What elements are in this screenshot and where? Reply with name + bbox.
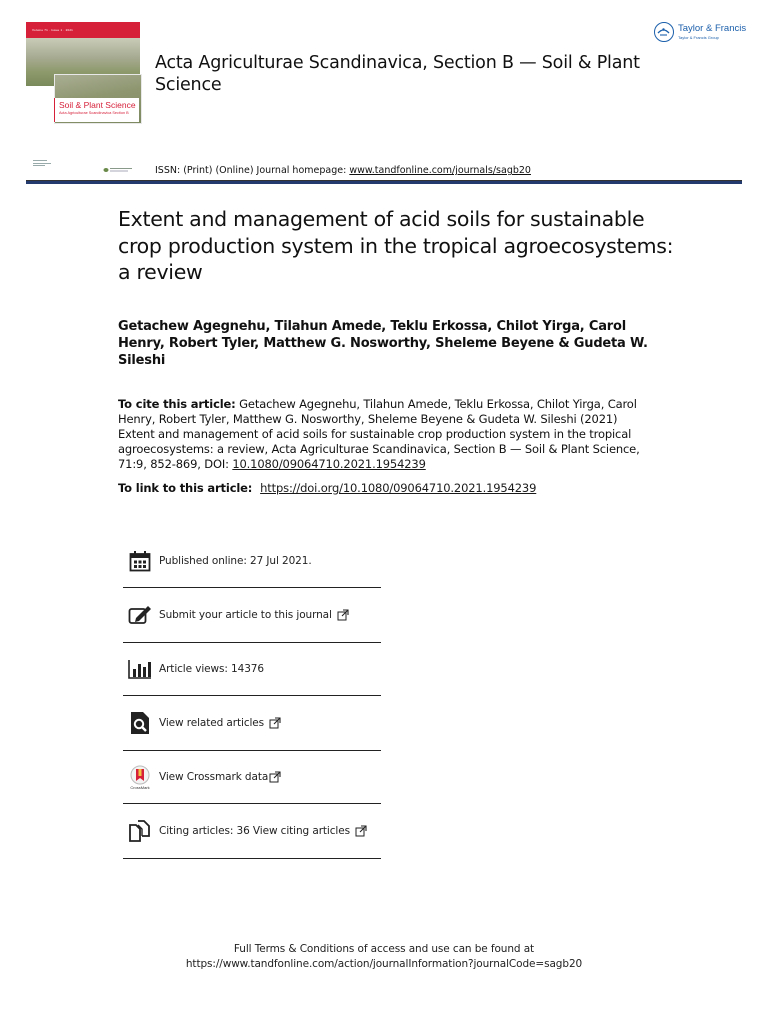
published-date: Published online: 27 Jul 2021. [159, 555, 312, 567]
terms-line-1: Full Terms & Conditions of access and use can be found at [233, 943, 535, 955]
publisher-subname: Taylor & Francis Group [678, 35, 719, 40]
crossmark-link[interactable] [159, 771, 281, 783]
published-row [123, 535, 381, 588]
related-articles-link[interactable] [159, 717, 281, 729]
citing-documents-icon [127, 818, 153, 844]
citation-block [118, 397, 648, 472]
citation-text: Getachew Agegnehu, Tilahun Amede, Teklu Erkossa, Chilot Yirga, Carol Henry, Robert Tyler, Matthew G. Nosworthy, Sheleme Beyene & Gudeta W. Sileshi (2021) Extent and management of acid soils for sustainable crop production system in the tropical agroecosystems: a review, Acta Agriculturae Scandinavica, Section B — Soil & Plant Science, 71:9, 852-869, DOI: [118, 397, 640, 471]
external-link-icon [269, 771, 281, 783]
journal-cover [26, 22, 140, 122]
views-row [123, 643, 381, 696]
article-info-list [123, 535, 381, 859]
header-divider-thick [26, 181, 742, 184]
article-views: Article views: 14376 [159, 663, 264, 675]
publisher-name: Taylor & Francis [678, 23, 747, 34]
article-title: Extent and management of acid soils for sustainable crop production system in the tropical agroecosystems: a review [118, 207, 674, 284]
submit-row[interactable] [123, 588, 381, 643]
article-authors: Getachew Agegnehu, Tilahun Amede, Teklu Erkossa, Chilot Yirga, Carol Henry, Robert Tyler, Matthew G. Nosworthy, Sheleme Beyene & Gudeta W. Sileshi [118, 319, 648, 368]
citation-label: To cite this article: [118, 397, 236, 411]
issn-label: ISSN: (Print) (Online) Journal homepage: [155, 165, 350, 176]
cover-title: Soil & Plant Science [59, 100, 136, 110]
publisher-logo-icon [654, 22, 674, 42]
related-search-icon [127, 710, 153, 736]
edit-icon [127, 602, 153, 628]
crossmark-icon [127, 764, 153, 790]
citing-articles-label: Citing articles: 36 View citing articles [159, 825, 350, 837]
article-link-line [118, 481, 678, 496]
terms-url[interactable]: https://www.tandfonline.com/action/journalInformation?journalCode=sagb20 [185, 958, 583, 970]
crossmark-icon-label: CrossMark [130, 784, 150, 790]
crossmark-row[interactable] [123, 751, 381, 804]
article-doi-url[interactable]: https://doi.org/10.1080/09064710.2021.1954239 [260, 481, 537, 495]
cover-top-band [26, 22, 140, 38]
journal-homepage-link[interactable]: www.tandfonline.com/journals/sagb20 [349, 165, 531, 176]
publisher-logo[interactable] [654, 22, 746, 46]
cover-top-text: Volume 71 · Issue 1 · 2021 [32, 28, 74, 32]
related-articles-label: View related articles [159, 717, 265, 729]
submit-article-link[interactable] [159, 609, 349, 621]
issn-line [155, 165, 531, 176]
mini-logo-right [103, 160, 133, 166]
terms-footer [0, 942, 768, 972]
crossmark-label: View Crossmark data [159, 771, 269, 783]
article-link-label: To link to this article: [118, 481, 257, 495]
calendar-icon [127, 548, 153, 574]
external-link-icon [269, 717, 281, 729]
citing-articles-link[interactable] [159, 825, 367, 837]
related-row[interactable] [123, 696, 381, 751]
citing-row[interactable] [123, 804, 381, 859]
external-link-icon [337, 609, 349, 621]
citation-doi-link[interactable]: 10.1080/09064710.2021.1954239 [232, 457, 426, 471]
mini-logo-left [33, 160, 51, 166]
external-link-icon [355, 825, 367, 837]
cover-subtitle: Acta Agriculturae Scandinavica Section B [59, 111, 129, 115]
submit-article-label: Submit your article to this journal [159, 609, 332, 621]
cover-title-card [54, 98, 139, 122]
bar-chart-icon [127, 656, 153, 682]
journal-title: Acta Agriculturae Scandinavica, Section B — Soil & Plant Science [155, 53, 640, 95]
